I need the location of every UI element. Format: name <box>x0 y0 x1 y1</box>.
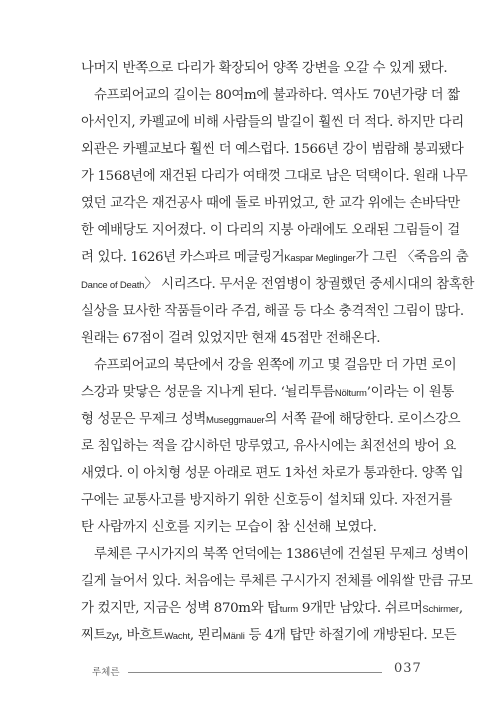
text-line: 가 1568년에 재건된 다리가 여태껏 그대로 남은 덕택이다. 원래 나무 <box>81 169 468 184</box>
text-line: 였던 교각은 재건공사 때에 돌로 바뀌었고, 한 교각 위에는 손바닥만 <box>81 196 460 211</box>
foreign-term: Schirmer <box>422 604 459 615</box>
text-line: 아서인지, 카펠교에 비해 사람들의 발길이 훨씬 더 적다. 하지만 다리 <box>81 115 464 130</box>
foreign-term: Museggmauer <box>206 415 265 426</box>
foreign-term: Dance of Death <box>81 280 145 291</box>
text-line: 탄 사람까지 신호를 지키는 모습이 참 신선해 보였다. <box>81 520 377 535</box>
text-line: 가 컸지만, 지금은 성벽 870m와 탑turm 9개만 남았다. 쉬르머Schirmer, <box>81 601 463 616</box>
text-line: 형 성문은 무제크 성벽Museggmauer의 서쪽 끝에 해당한다. 로이스강으 <box>81 412 461 427</box>
text-line: 스강과 맞닿은 성문을 지나게 된다. ‘뇔리투름Nölturm’이라는 이 원통 <box>81 385 454 400</box>
text-line: 외관은 카펠교보다 훨씬 더 예스럽다. 1566년 강이 범람해 붕괴됐다 <box>81 142 464 157</box>
text-line: 나머지 반쪽으로 다리가 확장되어 양쪽 강변을 오갈 수 있게 됐다. <box>81 61 448 76</box>
body-text <box>81 55 475 649</box>
text-line: Dance of Death〉 시리즈다. 무서운 전염병이 창궐했던 중세시대의 참혹한 <box>81 277 475 292</box>
text-line: 루체른 구시가지의 북쪽 언덕에는 1386년에 건설된 무제크 성벽이 <box>94 547 469 562</box>
page-number: 037 <box>394 661 422 676</box>
text-line: 구에는 교통사고를 방지하기 위한 신호등이 설치돼 있다. 자전거를 <box>81 493 453 508</box>
text-line: 길게 늘어서 있다. 처음에는 루체른 구시가지 전체를 에워쌀 만큼 규모 <box>81 574 473 589</box>
text-line: 원래는 67점이 걸려 있었지만 현재 45점만 전해온다. <box>81 331 381 346</box>
foreign-term: Wacht <box>164 631 190 642</box>
text-line: 슈프뢰어교의 길이는 80여m에 불과하다. 역사도 70년가량 더 짧 <box>94 88 460 103</box>
text-line: 로 침입하는 적을 감시하던 망루였고, 유사시에는 최전선의 방어 요 <box>81 439 456 454</box>
text-line: 찌트Zyt, 바흐트Wacht, 묀리Mänli 등 4개 탑만 하절기에 개방된다. 모든 <box>81 628 457 643</box>
foreign-term: Nölturm <box>334 388 367 399</box>
running-footer-title: 루체른 <box>92 667 120 678</box>
text-line: 한 예배당도 지어졌다. 이 다리의 지붕 아래에도 오래된 그림들이 걸 <box>81 223 460 238</box>
footer-divider <box>128 672 382 673</box>
text-line: 새였다. 이 아치형 성문 아래로 편도 1차선 차로가 통과한다. 양쪽 입 <box>81 466 464 481</box>
text-line: 실상을 묘사한 작품들이라 주검, 해골 등 다소 충격적인 그림이 많다. <box>81 304 464 319</box>
foreign-term: Zyt <box>106 631 119 642</box>
text-line: 슈프뢰어교의 북단에서 강을 왼쪽에 끼고 몇 걸음만 더 가면 로이 <box>94 358 457 373</box>
foreign-term: turm <box>279 604 298 615</box>
foreign-term: Kaspar Meglinger <box>284 253 356 264</box>
foreign-term: Mänli <box>222 631 245 642</box>
text-line: 려 있다. 1626년 카스파르 메글링거Kaspar Meglinger가 그린 〈죽음의 춤 <box>81 250 469 265</box>
